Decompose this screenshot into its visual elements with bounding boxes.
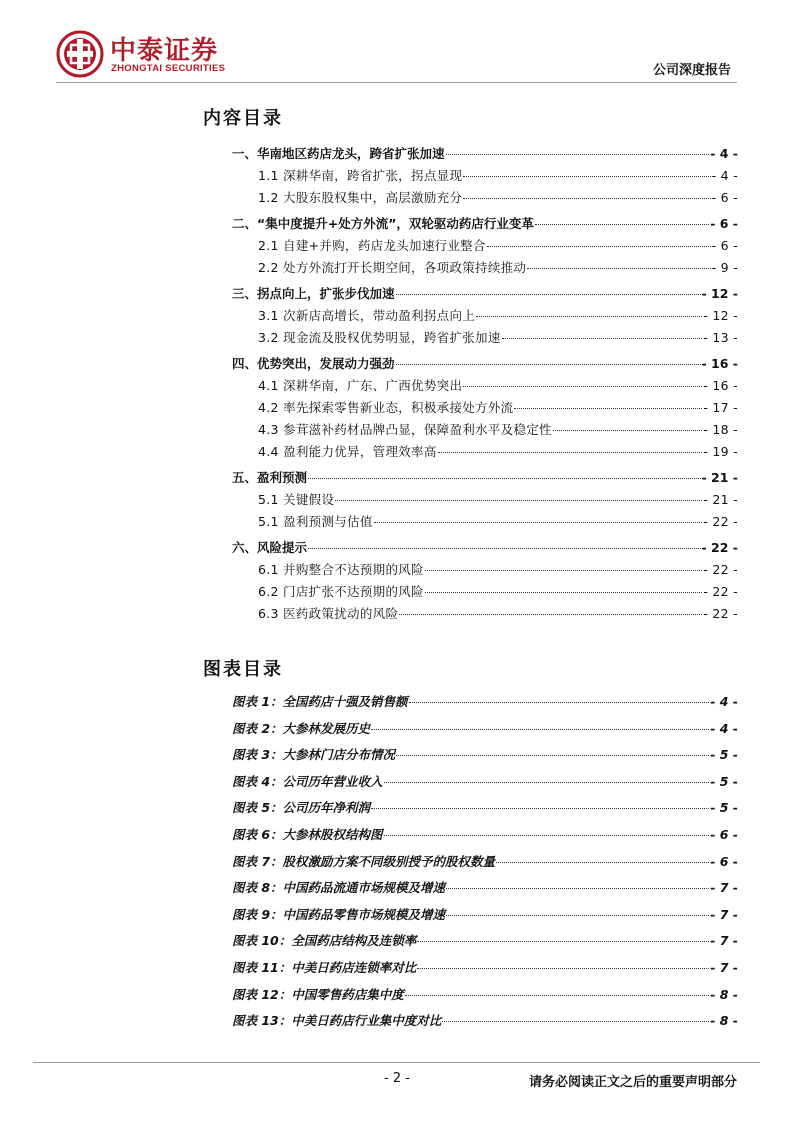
toc-entry[interactable]: 六、风险提示 - 22 -	[232, 540, 738, 555]
figure-entry[interactable]: 图表 5：公司历年净利润 - 5 -	[232, 800, 738, 816]
figures-title: 图表目录	[203, 659, 283, 680]
toc-entry[interactable]: 4.4 盈利能力优异，管理效率高 - 19 -	[258, 444, 738, 459]
figure-entry[interactable]: 图表 12：中国零售药店集中度 - 8 -	[232, 986, 738, 1002]
header-divider	[56, 82, 737, 83]
list-of-figures	[232, 692, 738, 1038]
toc-entry[interactable]: 3.1 次新店高增长，带动盈利拐点向上 - 12 -	[258, 308, 738, 323]
toc-entry[interactable]: 6.3 医药政策扰动的风险 - 22 -	[258, 606, 738, 621]
toc-entry[interactable]: 一、华南地区药店龙头，跨省扩张加速 - 4 -	[232, 146, 738, 161]
toc-entry[interactable]: 4.1 深耕华南，广东、广西优势突出 - 16 -	[258, 378, 738, 393]
toc-entry[interactable]: 三、拐点向上，扩张步伐加速 - 12 -	[232, 286, 738, 301]
toc-entry[interactable]: 1.2 大股东股权集中，高层激励充分 - 6 -	[258, 190, 738, 205]
toc-title: 内容目录	[203, 108, 283, 129]
table-of-contents	[232, 144, 738, 626]
figure-entry[interactable]: 图表 13：中美日药店行业集中度对比 - 8 -	[232, 1013, 738, 1029]
toc-entry[interactable]: 5.1 关键假设 - 21 -	[258, 492, 738, 507]
toc-entry[interactable]: 5.1 盈利预测与估值 - 22 -	[258, 514, 738, 529]
footer-disclaimer: 请务必阅读正文之后的重要声明部分	[528, 1075, 737, 1090]
toc-entry[interactable]: 4.3 参茸滋补药材品牌凸显，保障盈利水平及稳定性 - 18 -	[258, 422, 738, 437]
toc-entry[interactable]: 6.2 门店扩张不达预期的风险 - 22 -	[258, 584, 738, 599]
report-type: 公司深度报告	[652, 63, 731, 78]
toc-entry[interactable]: 6.1 并购整合不达预期的风险 - 22 -	[258, 562, 738, 577]
figure-entry[interactable]: 图表 6：大参林股权结构图 - 6 -	[232, 826, 738, 842]
toc-entry[interactable]: 四、优势突出，发展动力强劲 - 16 -	[232, 356, 738, 371]
brand-name-en: ZHONGTAI SECURITIES	[111, 63, 226, 74]
figure-entry[interactable]: 图表 1：全国药店十强及销售额 - 4 -	[232, 694, 738, 709]
toc-entry[interactable]: 1.1 深耕华南，跨省扩张，拐点显现 - 4 -	[258, 168, 738, 183]
figure-entry[interactable]: 图表 7：股权激励方案不同级别授予的股权数量 - 6 -	[232, 853, 738, 869]
figure-entry[interactable]: 图表 4：公司历年营业收入 - 5 -	[232, 773, 738, 789]
toc-entry[interactable]: 二、“集中度提升+处方外流”，双轮驱动药店行业变革 - 6 -	[232, 216, 738, 231]
figure-entry[interactable]: 图表 9：中国药品零售市场规模及增速 - 7 -	[232, 906, 738, 922]
toc-entry[interactable]: 五、盈利预测 - 21 -	[232, 470, 738, 485]
toc-entry[interactable]: 2.2 处方外流打开长期空间，各项政策持续推动 - 9 -	[258, 260, 738, 275]
figure-entry[interactable]: 图表 11：中美日药店连锁率对比 - 7 -	[232, 959, 738, 975]
toc-entry[interactable]: 3.2 现金流及股权优势明显，跨省扩张加速 - 13 -	[258, 330, 738, 345]
footer-divider	[33, 1062, 760, 1063]
figure-entry[interactable]: 图表 8：中国药品流通市场规模及增速 - 7 -	[232, 880, 738, 896]
page-number: - 2 -	[384, 1071, 410, 1086]
toc-entry[interactable]: 2.1 自建+并购，药店龙头加速行业整合 - 6 -	[258, 238, 738, 253]
figure-entry[interactable]: 图表 10：全国药店结构及连锁率 - 7 -	[232, 933, 738, 949]
figure-entry[interactable]: 图表 2：大参林发展历史 - 4 -	[232, 720, 738, 736]
toc-entry[interactable]: 4.2 率先探索零售新业态，积极承接处方外流 - 17 -	[258, 400, 738, 415]
brand-name-cn: 中泰证券	[110, 36, 219, 66]
company-logo	[56, 30, 104, 78]
figure-entry[interactable]: 图表 3：大参林门店分布情况 - 5 -	[232, 747, 738, 763]
